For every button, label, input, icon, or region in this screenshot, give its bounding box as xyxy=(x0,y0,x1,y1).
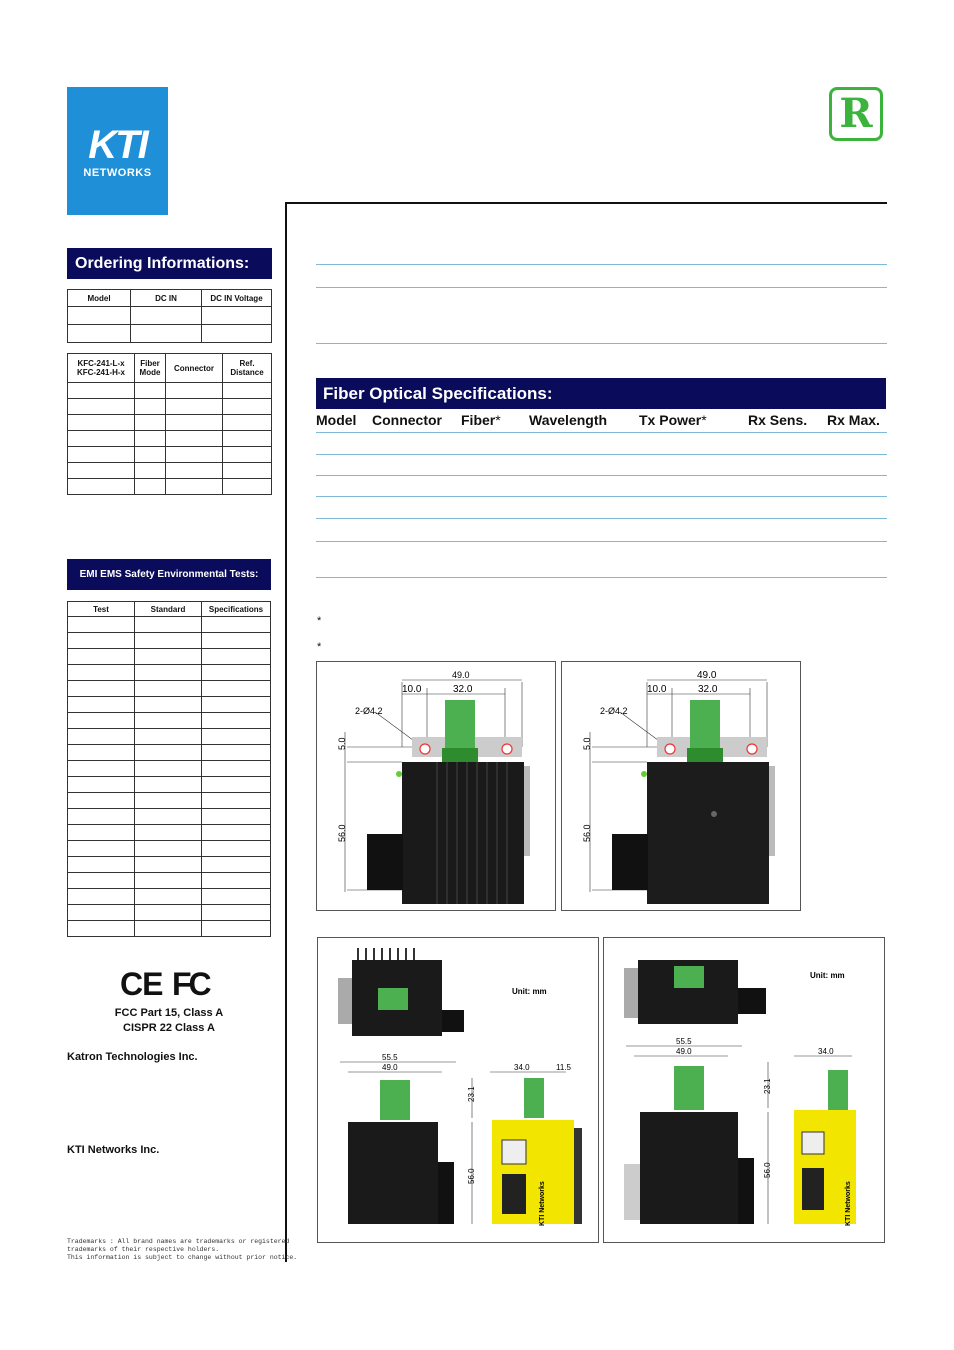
dim-d2: 11.5 xyxy=(556,1063,571,1072)
logo-subtext: NETWORKS xyxy=(83,167,152,179)
dim-h1: 5.0 xyxy=(582,737,592,750)
dim-d1: 34.0 xyxy=(514,1063,530,1072)
dim-w1: 55.5 xyxy=(676,1037,692,1046)
col-header: Fiber Mode xyxy=(135,354,166,383)
dim-width: 49.0 xyxy=(452,670,470,680)
spec-rule xyxy=(316,432,887,433)
unit-label: Unit: mm xyxy=(512,987,547,996)
ordering-table-2 xyxy=(67,353,272,495)
dim-width: 49.0 xyxy=(697,670,717,681)
logo-text: KTI xyxy=(75,125,160,165)
spec-rule xyxy=(316,264,887,265)
footnote-mark: * xyxy=(317,615,322,627)
col-tx-power: Tx Power* xyxy=(639,412,707,428)
fcc-mark-icon: FC xyxy=(172,966,209,1002)
col-header: DC IN Voltage xyxy=(202,290,272,307)
cert-cispr: CISPR 22 Class A xyxy=(123,1022,215,1034)
col-header: Ref. Distance xyxy=(223,354,272,383)
company-kti: KTI Networks Inc. xyxy=(67,1144,160,1156)
drawing-top-side-2 xyxy=(603,937,885,1243)
col-header: Standard xyxy=(135,602,202,617)
fiber-title: Fiber Optical Specifications: xyxy=(316,378,886,409)
col-rx-max: Rx Max. xyxy=(827,412,880,428)
spec-rule xyxy=(316,475,887,476)
emi-table xyxy=(67,601,271,937)
spec-rule xyxy=(316,518,887,519)
dim-h2: 56.0 xyxy=(582,824,592,842)
ordering-table-1 xyxy=(67,289,272,343)
spec-rule xyxy=(316,287,887,288)
drawing-top-side-1 xyxy=(317,937,599,1243)
drawing-front-heatsink xyxy=(316,661,556,911)
drawing-front-flat xyxy=(561,661,801,911)
dim-hole: 2-Ø4.2 xyxy=(355,706,383,716)
dim-h2: 56.0 xyxy=(467,1168,476,1184)
col-header: Model xyxy=(68,290,131,307)
spec-rule xyxy=(316,343,887,344)
col-fiber: Fiber* xyxy=(461,412,501,428)
dim-b: 32.0 xyxy=(698,684,718,695)
dim-a: 10.0 xyxy=(402,684,422,695)
dim-d1: 34.0 xyxy=(818,1047,834,1056)
kti-logo xyxy=(67,87,168,215)
header-divider xyxy=(285,202,887,204)
cert-fcc: FCC Part 15, Class A xyxy=(114,1007,224,1019)
dim-h2: 56.0 xyxy=(763,1162,772,1178)
dim-h1: 5.0 xyxy=(337,737,347,750)
dim-hole: 2-Ø4.2 xyxy=(600,706,628,716)
col-rx-sens: Rx Sens. xyxy=(748,412,808,428)
spec-rule xyxy=(316,577,887,578)
col-wavelength: Wavelength xyxy=(529,412,608,428)
col-header: DC IN xyxy=(131,290,202,307)
spec-rule xyxy=(316,454,887,455)
ce-mark-icon: CE xyxy=(120,966,163,1002)
company-katron: Katron Technologies Inc. xyxy=(67,1051,198,1063)
spec-rule xyxy=(316,541,887,542)
emi-title: EMI EMS Safety Environmental Tests: xyxy=(67,559,271,590)
dim-w1: 55.5 xyxy=(382,1053,398,1062)
dim-a: 10.0 xyxy=(647,684,667,695)
col-header: Connector xyxy=(166,354,223,383)
col-header: Specifications xyxy=(202,602,271,617)
dim-h1: 23.1 xyxy=(763,1078,772,1094)
column-divider xyxy=(285,202,287,1262)
col-header: KFC-241-L-x KFC-241-H-x xyxy=(68,354,135,383)
spec-rule xyxy=(316,496,887,497)
col-connector: Connector xyxy=(372,412,442,428)
unit-label: Unit: mm xyxy=(810,971,845,980)
col-model: Model xyxy=(316,412,357,428)
dim-h2: 56.0 xyxy=(337,824,347,842)
trademark-notice: Trademarks : All brand names are trademarks or registered trademarks of their respective holders. This information is subject to change without prior notice. xyxy=(67,1238,298,1261)
dim-w2: 49.0 xyxy=(382,1063,398,1072)
ordering-title: Ordering Informations: xyxy=(67,248,272,279)
col-header: Test xyxy=(68,602,135,617)
dim-w2: 49.0 xyxy=(676,1047,692,1056)
device-label: KTI Networks xyxy=(539,1181,546,1226)
dim-b: 32.0 xyxy=(453,684,473,695)
device-label: KTI Networks xyxy=(845,1181,852,1226)
r-badge-icon: R xyxy=(829,87,883,141)
dim-h1: 23.1 xyxy=(467,1086,476,1102)
footnote-mark: * xyxy=(317,641,322,653)
